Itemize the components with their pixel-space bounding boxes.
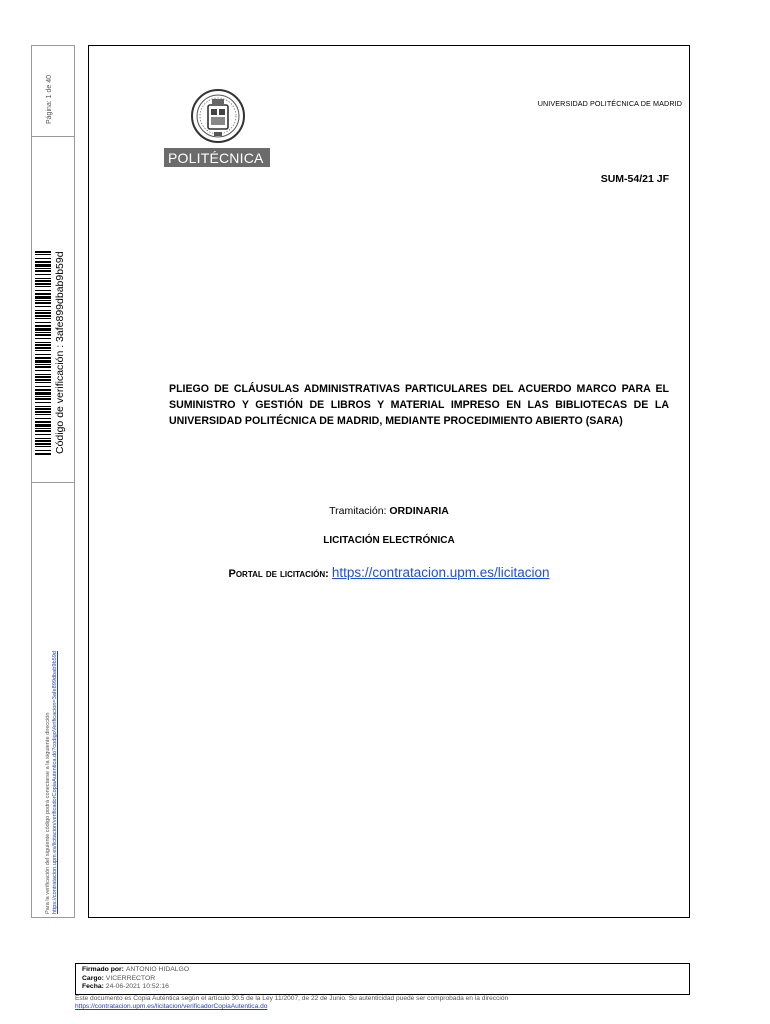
strip-divider xyxy=(32,136,74,137)
tramitacion-label: Tramitación: xyxy=(329,505,390,517)
footer-link[interactable]: https://contratacion.upm.es/licitacion/verificadorCopiaAutentica.do xyxy=(75,1003,268,1010)
strip-divider xyxy=(32,482,74,483)
signed-by-value: ANTONIO HIDALGO xyxy=(125,966,190,973)
document-title: PLIEGO DE CLÁUSULAS ADMINISTRATIVAS PARTICULARES DEL ACUERDO MARCO PARA EL SUMINISTRO Y GESTIÓN DE LIBROS Y MATERIAL IMPRESO EN LAS BIBLIOTECAS DE LA UNIVERSIDAD POLITÉCNICA DE MADRID, MEDIANTE PROCEDIMIENTO ABIERTO (SARA) xyxy=(169,383,669,427)
footer-text: Este documento es Copia Auténtica según el artículo 30.5 de la Ley 11/2007, de 22 de Junio. Su autenticidad puede ser comprobada en la dirección xyxy=(75,995,509,1002)
document-reference: SUM-54/21 JF xyxy=(600,173,669,185)
signature-box xyxy=(75,963,690,995)
logo-wordmark: POLITÉCNICA xyxy=(164,148,270,167)
page-number-label: Página: 1 de 40 xyxy=(46,74,53,124)
portal-link[interactable]: https://contratacion.upm.es/licitacion xyxy=(331,565,550,580)
footer-note xyxy=(75,995,508,1011)
upm-logo xyxy=(164,88,272,167)
role-row xyxy=(82,975,683,984)
signed-by-label: Firmado por: xyxy=(82,966,126,973)
portal-line xyxy=(89,564,689,582)
verification-note-text: Para la verificación del siguiente código podrá conectarse a la siguiente dirección xyxy=(45,712,51,914)
portal-label: Portal de licitación: xyxy=(228,568,332,580)
university-name: UNIVERSIDAD POLITÉCNICA DE MADRID xyxy=(537,99,682,108)
verification-code: Código de verificación : 3afe899dbab9b59d xyxy=(54,251,66,454)
date-row xyxy=(82,983,683,992)
tramitacion-line xyxy=(89,505,689,517)
verification-strip xyxy=(31,45,75,918)
role-label: Cargo: xyxy=(82,974,106,982)
verification-link[interactable]: https://contratacion.upm.es/licitacion/verificadorCopiaAutentica.do?codigoVerificacion=3afe899dbab9b59d xyxy=(52,651,58,914)
barcode-image xyxy=(35,251,51,456)
date-value: 24-06-2021 10:52:16 xyxy=(105,983,169,991)
role-value: VICERRECTOR xyxy=(105,974,156,982)
verification-note xyxy=(45,651,59,914)
date-label: Fecha: xyxy=(82,983,106,991)
licitacion-type: LICITACIÓN ELECTRÓNICA xyxy=(323,535,455,546)
tramitacion-value: ORDINARIA xyxy=(389,505,449,517)
document-page xyxy=(88,45,690,918)
signed-by-row xyxy=(82,966,683,975)
upm-seal-icon xyxy=(190,88,246,144)
